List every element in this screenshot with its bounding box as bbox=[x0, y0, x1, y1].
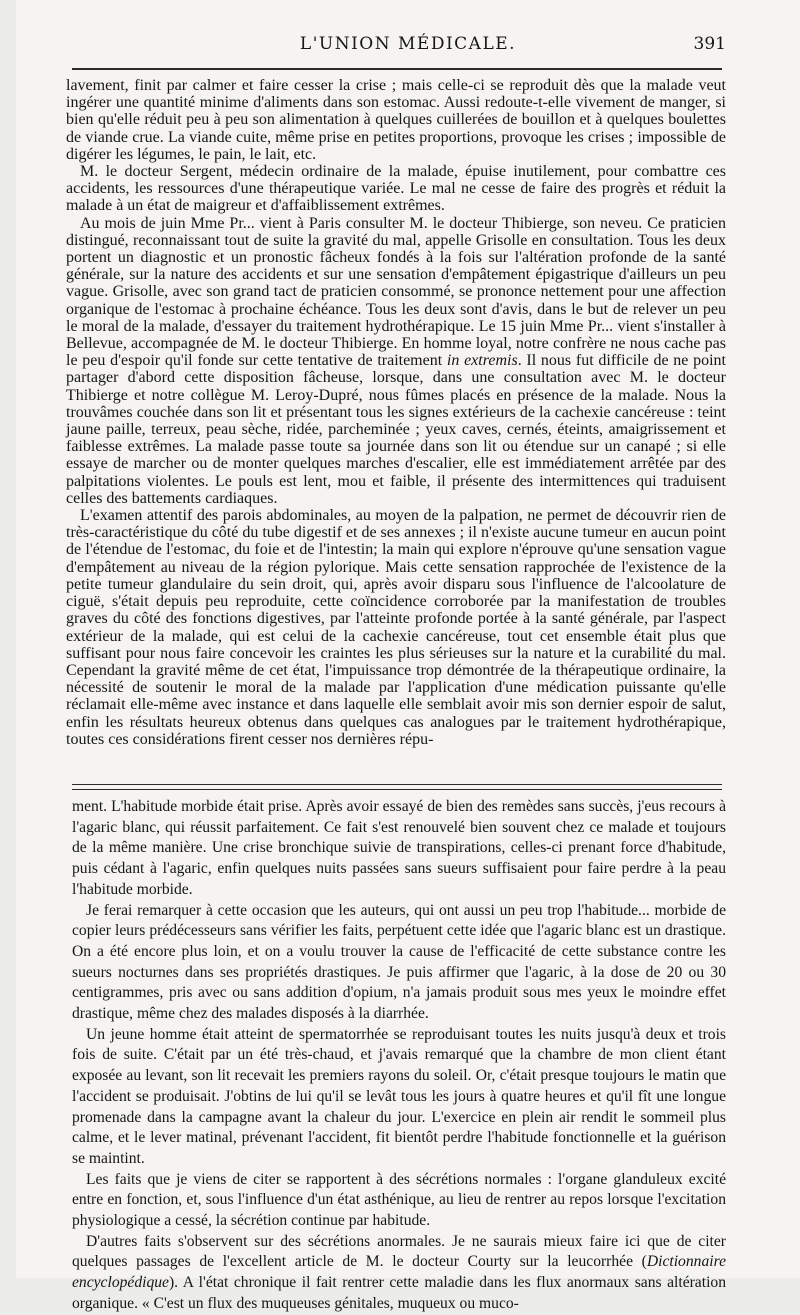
paragraph-text: ). A l'état chronique il fait rentrer cette maladie dans les flux anormaux sans altération organique. « C'est un flux des muqueuses génitales, muqueux ou muco- bbox=[72, 1274, 726, 1312]
main-text-upper bbox=[66, 77, 726, 748]
page-header bbox=[16, 34, 800, 60]
paragraph: Les faits que je viens de citer se rapportent à des sécrétions normales : l'organe glanduleux excité entre en fonction, et, sous l'influence d'un état asthénique, au lieu de rentrer au repos lorsque l'excitation physiologique a cessé, la sécrétion continue par habitude. bbox=[72, 1170, 726, 1230]
paragraph-text: Au mois de juin Mme Pr... vient à Paris consulter M. le docteur Thibierge, son neveu. Ce praticien distingué, reconnaissant tout de suite la gravité du mal, appelle Grisolle en consultation. Tous les deux portent un diagnostic et un pronostic fâcheux fondés à la fois sur l'altération profonde de la santé générale, sur la nature des accidents et sur une sensation d'empâtement épigastrique d'ailleurs un peu vague. Grisolle, avec son grand tact de praticien consommé, se prononce nettement pour une affection organique de l'estomac à prochaine échéance. Tous les deux sont d'avis, dans le but de relever un peu le moral de la malade, d'essayer du traitement hydrothérapique. Le 15 juin Mme Pr... vient s'installer à Bellevue, accompagnée de M. le docteur Thibierge. En homme loyal, notre confrère ne nous cache pas le peu d'espoir qu'il fonde sur cette tentative de traitement bbox=[66, 214, 726, 370]
paragraph-text: . Il nous fut difficile de ne point partager d'abord cette disposition fâcheuse, lorsque, dans une consultation avec M. le docteur Thibierge et notre collègue M. Leroy-Dupré, nous fûmes placés en présence de la malade. Nous la trouvâmes couchée dans son lit et présentant tous les signes extérieurs de la cachexie cancéreuse : teint jaune paille, terreux, peau sèche, ridée, parcheminée ; yeux caves, cernés, éteints, amaigrissement et faiblesse extrêmes. La malade passe toute sa journée dans son lit ou étendue sur un canapé ; si elle essaye de marcher ou de monter quelques marches d'escalier, elle est immédiatement arrêtée par des palpitations violentes. Le pouls est lent, mou et faible, il présente des intermittences qui traduisent celles des battements cardiaques. bbox=[66, 352, 726, 507]
paragraph-text: D'autres faits s'observent sur des sécrétions anormales. Je ne saurais mieux faire ici que de citer quelques passages de l'excellent article de M. le docteur Courty sur la leucorrhée ( bbox=[72, 1232, 726, 1271]
italic-title: Dictionnaire encyclopédique bbox=[72, 1253, 726, 1292]
paragraph: Un jeune homme était atteint de spermatorrhée se reproduisant toutes les nuits jusqu'à deux et trois fois de suite. C'était par un été très-chaud, et j'avais remarqué que la chambre de mon client étant exposée au levant, son lit recevait les premiers rayons du soleil. Or, c'était presque toujours le matin que l'accident se produisait. J'obtins de lui qu'il se levât tous les jours à quatre heures et qu'il fît une longue promenade dans la campagne avant la chaleur du jour. L'exercice en plein air rendit le sommeil plus calme, et le lever matinal, prévenant l'accident, fit bientôt perdre l'habitude fonctionnelle et la guérison se maintint. bbox=[72, 1025, 726, 1167]
paragraph: L'examen attentif des parois abdominales, au moyen de la palpation, ne permet de découvrir rien de très-caractéristique du côté du tube digestif et de ses annexes ; il n'existe aucune tumeur en aucun point de l'étendue de l'estomac, du foie et de l'intestin; la main qui explore n'éprouve qu'une sensation vague d'empâtement au niveau de la région pylorique. Mais cette sensation rapprochée de l'existence de la petite tumeur glandulaire du sein droit, qui, après avoir disparu sous l'influence de l'alcoolature de ciguë, s'était depuis peu reproduite, cette coïncidence corroborée par la manifestation de troubles graves du côté des fonctions digestives, par l'atteinte profonde portée à la santé générale, par l'aspect extérieur de la malade, qui est celui de la cachexie cancéreuse, tout cet ensemble était plus que suffisant pour nous faire concevoir les craintes les plus sérieuses sur la nature et la curabilité du mal. Cependant la gravité même de cet état, l'impuissance trop démontrée de la thérapeutique ordinaire, la nécessité de soutenir le moral de la malade par l'application d'une médication puissante qu'elle réclamait elle-même avec instance et dans laquelle elle semblait avoir mis son dernier espoir de salut, enfin les résultats heureux obtenus dans quelques cas analogues par le traitement hydrothérapique, toutes ces considérations firent cesser nos dernières répu- bbox=[66, 507, 726, 748]
running-title: L'UNION MÉDICALE. bbox=[299, 34, 517, 54]
main-text-lower bbox=[72, 797, 726, 1315]
header-rule bbox=[72, 68, 722, 70]
paragraph bbox=[66, 215, 726, 507]
paragraph bbox=[72, 1232, 726, 1315]
paragraph: Je ferai remarquer à cette occasion que les auteurs, qui ont aussi un peu trop l'habitude... morbide de copier leurs prédécesseurs sans vérifier les faits, perpétuent cette idée que l'agaric blanc est un drastique. On a été encore plus loin, et on a voulu trouver la cause de l'efficacité de cette substance contre les sueurs nocturnes dans ses propriétés drastiques. Je puis affirmer que l'agaric, à la dose de 20 ou 30 centigrammes, pris avec ou sans addition d'opium, n'a jamais produit sous mes yeux le moindre effet drastique, même chez des malades disposés à la diarrhée. bbox=[72, 901, 726, 1023]
book-page bbox=[16, 0, 800, 1312]
italic-phrase: in extremis bbox=[446, 352, 518, 370]
page-number: 391 bbox=[693, 34, 726, 54]
section-divider bbox=[72, 789, 722, 790]
paragraph: M. le docteur Sergent, médecin ordinaire de la malade, épuise inutilement, pour combattre ces accidents, les ressources d'une thérapeutique variée. Le mal ne cesse de faire des progrès et réduit la malade à un état de maigreur et d'affaiblissement extrêmes. bbox=[66, 163, 726, 215]
paragraph: ment. L'habitude morbide était prise. Après avoir essayé de bien des remèdes sans succès, j'eus recours à l'agaric blanc, qui réussit parfaitement. Ce fait s'est renouvelé bien souvent chez ce malade et toujours de la même manière. Une crise bronchique suivie de transpirations, celles-ci prenant force d'habitude, puis cédant à l'agaric, enfin quelques nuits passées sans sueurs suffisaient pour faire perdre à la peau l'habitude morbide. bbox=[72, 798, 726, 898]
paragraph: lavement, finit par calmer et faire cesser la crise ; mais celle-ci se reproduit dès que la malade veut ingérer une quantité minime d'aliments dans son estomac. Aussi redoute-t-elle vivement de manger, si bien qu'elle réduit peu à peu son alimentation à quelques cuillerées de bouillon et à quelques boulettes de viande crue. La viande cuite, même prise en petites proportions, provoque les crises ; impossible de digérer les légumes, le pain, le lait, etc. bbox=[66, 77, 726, 163]
section-divider bbox=[72, 784, 722, 785]
